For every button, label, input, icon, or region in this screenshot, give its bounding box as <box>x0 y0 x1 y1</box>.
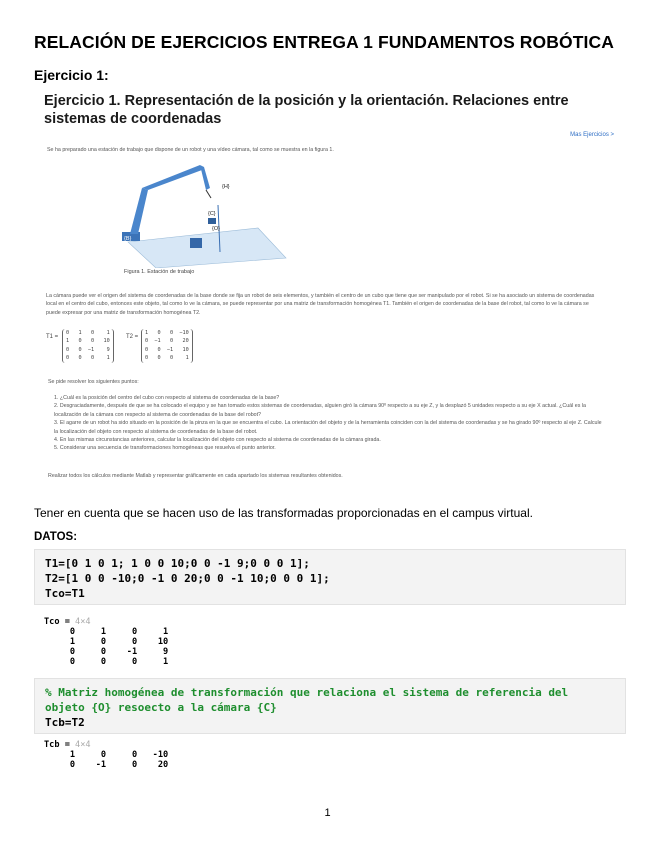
output-rows: 1 0 0 -10 0 -1 0 20 <box>69 750 169 770</box>
embedded-paragraph-1: La cámara puede ver el origen del sistema de coordenadas de la base donde se fija un robot de seis elementos, y también el centro de un cubo que tiene que ser manipulado por el robot. Si se ha asociado un sistema de coordenadas local en el centro del cubo, entonces este objeto, tal como lo ve la cámara, se puede representar por una matriz de transformación homogénea T1. También el origen de coordenadas de la base del robot, tal como lo ve la cámara se puede expresar por una matriz de transformación homogénea T2. <box>46 293 595 316</box>
workstation-figure <box>108 160 308 268</box>
campus-note: Tener en cuenta que se hacen uso de las transformadas proporcionadas en el campus virtual. <box>34 506 533 520</box>
embedded-exercise-image <box>44 88 614 498</box>
page-number: 1 <box>324 807 331 819</box>
gripper <box>206 190 211 198</box>
cube <box>190 238 202 248</box>
fig-label-c: {C} <box>208 211 216 217</box>
robot-link-2 <box>142 165 202 190</box>
embedded-intro: Se ha preparado una estación de trabajo que dispone de un robot y una vídeo cámara, tal como se muestra en la figura 1. <box>47 147 334 153</box>
exercise-heading: Ejercicio 1: <box>34 67 109 83</box>
embedded-title: Ejercicio 1. Representación de la posición y la orientación. Relaciones entre sistemas de coordenadas <box>44 93 569 127</box>
floor-plane <box>128 228 286 268</box>
t2-label: T2 = <box>126 334 139 340</box>
datos-heading: DATOS: <box>34 531 78 543</box>
t1-matrix: 0 1 0 1 1 0 0 10 0 0 −1 9 0 0 0 1 <box>62 329 114 363</box>
t2-matrix: 1 0 0 −10 0 −1 0 20 0 0 −1 10 0 0 0 1 <box>141 329 193 363</box>
list-item: 1. ¿Cuál es la posición del centro del cubo con respecto al sistema de coordenadas de la base? <box>54 395 280 401</box>
fig-label-b: {B} <box>124 236 132 242</box>
output-var: Tcb = <box>44 740 76 750</box>
fig-label-h: {H} <box>222 184 230 190</box>
code-block-1[interactable]: T1=[0 1 0 1; 1 0 0 10;0 0 -1 9;0 0 0 1]; T2=[1 0 0 -10;0 -1 0 20;0 0 -1 10;0 0 0 1]; Tco=T1 <box>34 549 626 605</box>
t1-label: T1 = <box>46 334 59 340</box>
more-exercises-link[interactable]: Mas Ejercicios > <box>570 132 614 138</box>
embedded-paragraph-2: Se pide resolver los siguientes puntos: <box>48 379 139 385</box>
embedded-paragraph-3: Realizar todos los cálculos mediante Matlab y representar gráficamente en cada apartado los sistemas resultantes obtenidos. <box>48 473 343 479</box>
output-tco <box>44 617 168 667</box>
output-size: 4×4 <box>75 617 91 627</box>
code-comment: % Matriz homogénea de transformación que relaciona el sistema de referencia del objeto {O} resoecto a la cámara {C} <box>45 686 569 714</box>
robot-link-3 <box>200 165 210 190</box>
list-item: 4. En las mismas circunstancias anteriores, calcular la localización del objeto con respecto al sistema de coordenadas de la cámara girada. <box>54 437 381 444</box>
list-item: 3. El agarre de un robot ha sido situado en la posición de la pinza en la que se encuentra el cubo. La orientación del objeto y de la herramienta coinciden con la del sistema de coordenadas y se ha girado 90º respecto al eje Z. Calcule la localización del objeto con respecto al sistema de coordenadas de la base del robot. <box>54 420 602 435</box>
list-item: 2. Desgraciadamente, después de que se ha colocado el equipo y se han tomado estos sistemas de coordenadas, alguien giró la cámara 90º respecto a su eje Z, y la desplazó 5 unidades respecto a su eje X actual. ¿Cuál es la localización de la cámara con respecto al sistema de coordenadas de la base del robot? <box>54 403 586 418</box>
code-block-2[interactable] <box>34 678 626 734</box>
list-item: 5. Considerar una secuencia de transformaciones homogéneas que resuelva el punto anterior. <box>54 445 276 452</box>
fig-label-o: {O} <box>212 226 220 232</box>
output-tcb <box>44 740 168 770</box>
code-line: Tcb=T2 <box>45 716 85 729</box>
questions-list <box>48 394 602 453</box>
output-rows: 0 1 0 1 1 0 0 10 0 0 -1 9 0 0 0 1 <box>69 627 169 667</box>
robot-link-1 <box>130 188 148 234</box>
document-title: RELACIÓN DE EJERCICIOS ENTREGA 1 FUNDAMENTOS ROBÓTICA <box>34 32 614 52</box>
camera <box>208 218 216 224</box>
output-size: 4×4 <box>75 740 91 750</box>
figure-caption: Figura 1. Estación de trabajo <box>124 269 195 275</box>
output-var: Tco = <box>44 617 76 627</box>
